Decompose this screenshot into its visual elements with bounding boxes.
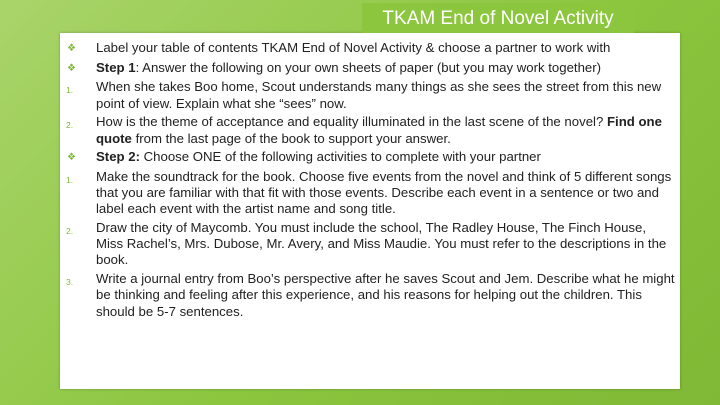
emphasis-text: Find one quote [96,114,662,146]
item-text [96,60,678,76]
numbered-item [66,271,678,320]
item-number: 3. [66,277,74,288]
item-text [96,149,678,165]
slide-title: TKAM End of Novel Activity [382,8,614,29]
text-run: from the last page of the book to support your answer. [131,130,451,146]
slide-body [66,40,678,390]
emphasis-text: Step 1 [96,59,136,75]
emphasis-text: Step 2: [96,149,140,165]
text-run: Write a journal entry from Boo’s perspective after he saves Scout and Jem. Describe what he might be thinking and feeling after this experience, and his reasons for helping out the children. This should be 5-7 sentences. [96,271,675,319]
bullet-icon: ❖ [67,62,76,74]
item-text [96,169,678,218]
item-number: 1. [66,174,74,185]
item-text [96,114,678,146]
bullet-item [66,60,678,77]
numbered-item [66,169,678,218]
item-text [96,271,678,320]
numbered-item [66,220,678,269]
item-number: 2. [66,226,74,237]
item-text [96,79,678,111]
bullet-icon: ❖ [67,152,76,164]
item-number: 1. [66,85,74,96]
numbered-item [66,114,678,146]
text-run: Label your table of contents TKAM End of Novel Activity & choose a partner to work with [96,40,611,55]
item-text [96,220,678,269]
text-run: Make the soundtrack for the book. Choose five events from the novel and think of 5 different songs that you are familiar with that fit with those events. Describe each event in a sentence or two and label each event with the artist name and song title. [96,168,672,217]
bullet-icon: ❖ [67,43,76,54]
text-run: When she takes Boo home, Scout understands many things as she sees the street from this new point of view. Explain what she “sees” now. [96,79,662,111]
text-run: Choose ONE of the following activities to complete with your partner [139,149,541,165]
numbered-item [66,79,678,111]
item-number: 2. [66,120,74,131]
bullet-item [66,149,678,166]
text-run: How is the theme of acceptance and equality illuminated in the last scene of the novel? [96,114,607,130]
text-run: Draw the city of Maycomb. You must include the school, The Radley House, The Finch House, Miss Rachel’s, Mrs. Dubose, Mr. Avery, and Miss Maudie. You must refer to the descriptions in the book. [96,220,667,268]
text-run: : Answer the following on your own sheets of paper (but you may work together) [135,59,602,75]
item-text [96,40,678,56]
bullet-item [66,40,678,57]
